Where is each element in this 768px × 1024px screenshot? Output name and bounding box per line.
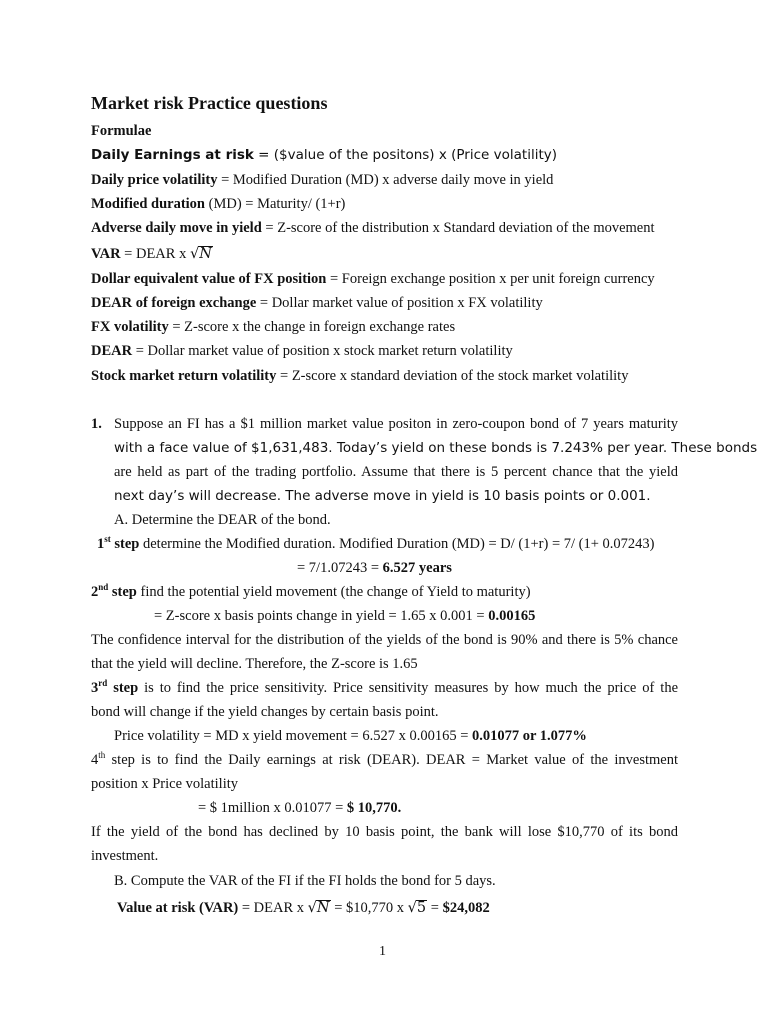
sqrt-symbol: √N xyxy=(307,900,330,916)
page-number: 1 xyxy=(379,944,386,959)
confidence-interval-text: that the yield will decline. Therefore, the Z-score is 1.65 xyxy=(91,656,418,672)
question-text-line: are held as part of the trading portfolio. Assume that there is 5 percent chance that the yield xyxy=(114,464,678,480)
page-title: Market risk Practice questions xyxy=(91,93,328,113)
step-3: 3rd step is to find the price sensitivity. Price sensitivity measures by how much the price of the xyxy=(91,678,678,696)
step-4-text: position x Price volatility xyxy=(91,776,239,792)
formulae-heading: Formulae xyxy=(91,123,152,139)
question-text-line: with a face value of $1,631,483. Today’s yield on these bonds is 7.243% per year. These bonds xyxy=(114,440,758,456)
part-b-heading: B. Compute the VAR of the FI if the FI holds the bond for 5 days. xyxy=(114,873,496,889)
step-2-calculation: = Z-score x basis points change in yield = 1.65 x 0.001 = 0.00165 xyxy=(154,608,536,624)
formula-adverse-daily-move xyxy=(91,219,655,237)
formula-modified-duration xyxy=(91,195,345,213)
formula-text: = Dollar market value of position x FX volatility xyxy=(256,295,543,311)
formula-text: = Z-score of the distribution x Standard deviation of the movement xyxy=(261,220,655,236)
formula-text: (MD) = Maturity/ (1+r) xyxy=(205,196,346,212)
step-1: 1st step determine the Modified duration. Modified Duration (MD) = D/ (1+r) = 7/ (1+ 0.07243) xyxy=(97,534,655,552)
formula-label: FX volatility xyxy=(91,319,169,335)
formula-daily-price-volatility xyxy=(91,171,553,189)
formula-stock-market-volatility xyxy=(91,367,628,385)
part-a-heading: A. Determine the DEAR of the bond. xyxy=(114,512,331,528)
formula-label: Modified duration xyxy=(91,196,205,212)
formula-var xyxy=(91,245,213,263)
question-text-line: next day’s will decrease. The adverse move in yield is 10 basis points or 0.001. xyxy=(114,488,651,504)
formula-fx-volatility xyxy=(91,318,455,336)
formula-text: = Z-score x standard deviation of the stock market volatility xyxy=(276,368,629,384)
formula-text: = Dollar market value of position x stock market return volatility xyxy=(132,343,513,359)
formula-fx-position xyxy=(91,270,655,288)
question-text-line: Suppose an FI has a $1 million market value positon in zero-coupon bond of 7 years maturity xyxy=(114,416,678,432)
formula-text: = DEAR x xyxy=(120,246,190,262)
var-calculation: Value at risk (VAR) = DEAR x √N = $10,770 x √5 = $24,082 xyxy=(117,900,490,916)
formula-label: Dollar equivalent value of FX position xyxy=(91,271,327,287)
step-2: 2nd step find the potential yield movement (the change of Yield to maturity) xyxy=(91,582,531,600)
formula-label: Daily Earnings at risk xyxy=(91,147,254,163)
loss-text: investment. xyxy=(91,848,159,864)
formula-label: Adverse daily move in yield xyxy=(91,220,262,236)
formula-text: = Modified Duration (MD) x adverse daily move in yield xyxy=(217,172,554,188)
confidence-interval-text: The confidence interval for the distribution of the yields of the bond is 90% and there is 5% chance xyxy=(91,632,678,648)
formula-label: VAR xyxy=(91,246,121,262)
formula-text: = ($value of the positons) x (Price volatility) xyxy=(253,147,557,163)
dear-calculation: = $ 1million x 0.01077 = $ 10,770. xyxy=(198,800,402,816)
formula-label: DEAR of foreign exchange xyxy=(91,295,257,311)
formula-text: = Foreign exchange position x per unit foreign currency xyxy=(326,271,655,287)
price-volatility-calc: Price volatility = MD x yield movement = 6.527 x 0.00165 = 0.01077 or 1.077% xyxy=(114,728,587,744)
sqrt-symbol: √5 xyxy=(407,900,427,916)
loss-text: If the yield of the bond has declined by 10 basis point, the bank will lose $10,770 of its bond xyxy=(91,824,678,840)
step-4: 4th step is to find the Daily earnings at risk (DEAR). DEAR = Market value of the investment xyxy=(91,750,678,768)
step-3-text: bond will change if the yield changes by certain basis point. xyxy=(91,704,439,720)
sqrt-symbol: √N xyxy=(189,246,212,262)
formula-dear-fx xyxy=(91,294,543,312)
formula-label: Stock market return volatility xyxy=(91,368,277,384)
step-1-result: = 7/1.07243 = 6.527 years xyxy=(297,560,452,576)
question-number: 1. xyxy=(91,416,102,432)
formula-label: Daily price volatility xyxy=(91,172,218,188)
formula-text: = Z-score x the change in foreign exchange rates xyxy=(168,319,456,335)
formula-daily-earnings-at-risk xyxy=(91,146,557,164)
formula-label: DEAR xyxy=(91,343,133,359)
formula-dear xyxy=(91,342,513,360)
sqrt-argument: N xyxy=(199,246,212,262)
